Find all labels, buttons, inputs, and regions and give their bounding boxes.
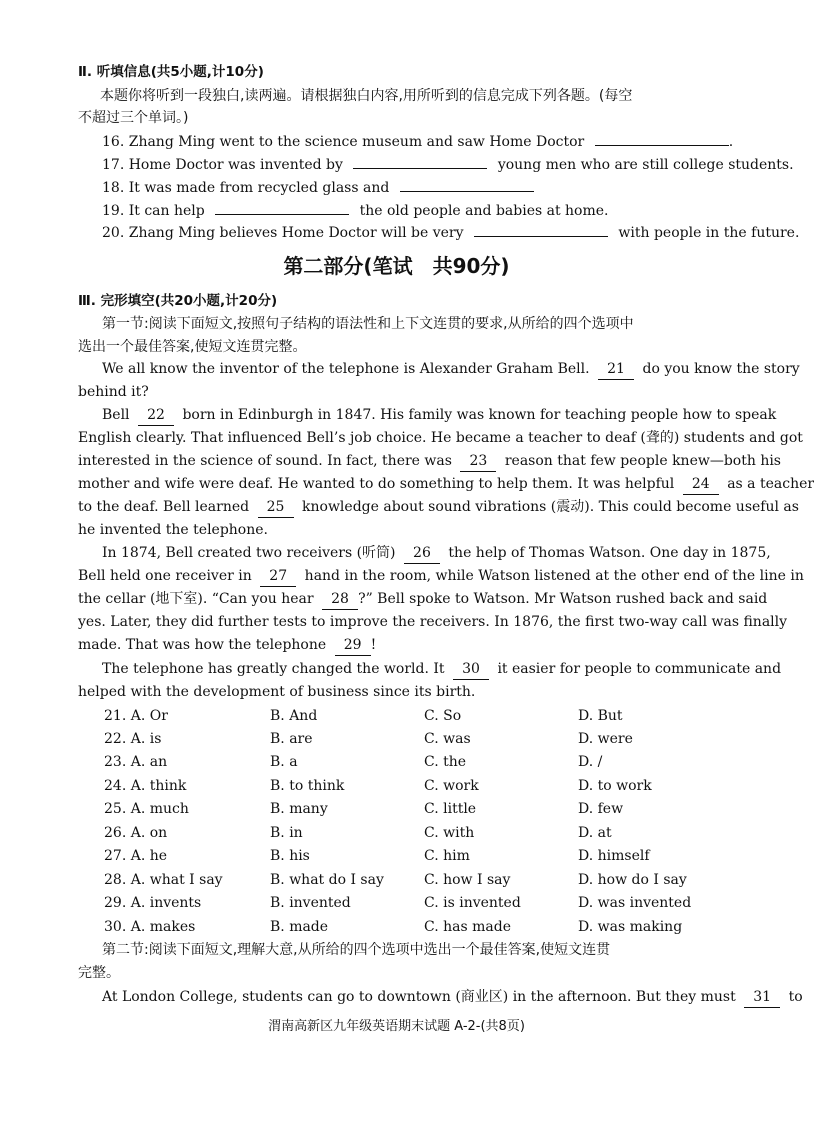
option-a: 30. A. makes <box>104 919 196 935</box>
blank-number: 24 <box>683 474 719 495</box>
option-c: C. little <box>424 801 477 817</box>
passage-text: to the deaf. Bell learned <box>78 499 250 515</box>
instruction-line: 第一节:阅读下面短文,按照句子结构的语法性和上下文连贯的要求,从所给的四个选项中 <box>102 316 634 332</box>
instruction-line: 第二节:阅读下面短文,理解大意,从所给的四个选项中选出一个最佳答案,使短文连贯 <box>102 942 611 958</box>
question-text: 19. It can help <box>102 203 205 219</box>
section-heading-listening: Ⅱ. 听填信息(共5小题,计10分) <box>78 64 264 80</box>
option-d: D. how do I say <box>578 872 687 888</box>
option-b: B. to think <box>270 778 345 794</box>
passage-line <box>78 474 814 495</box>
passage-line <box>78 635 376 656</box>
blank-number: 29 <box>335 635 371 656</box>
answer-blank <box>353 154 487 169</box>
instruction-line: 选出一个最佳答案,使短文连贯完整。 <box>78 339 307 355</box>
question-text: young men who are still college students. <box>497 157 794 173</box>
passage-text: Bell held one receiver in <box>78 568 252 584</box>
passage-line: yes. Later, they did further tests to improve the receivers. In 1876, the first two-way call was finally <box>78 614 788 630</box>
passage-text: the cellar (地下室). “Can you hear <box>78 591 314 607</box>
instruction-line: 本题你将听到一段独白,读两遍。请根据独白内容,用所听到的信息完成下列各题。(每空 <box>100 88 633 104</box>
question-19 <box>102 200 609 221</box>
passage-text: as a teacher <box>727 476 814 492</box>
blank-number: 25 <box>258 497 294 518</box>
option-a: 27. A. he <box>104 848 168 864</box>
option-d: D. himself <box>578 848 650 864</box>
option-c: C. is invented <box>424 895 521 911</box>
option-c: C. with <box>424 825 475 841</box>
passage-line: helped with the development of business since its birth. <box>78 684 476 700</box>
option-b: B. invented <box>270 895 351 911</box>
passage-line <box>102 405 776 426</box>
passage-line <box>78 451 781 472</box>
option-a: 22. A. is <box>104 731 162 747</box>
passage-text: interested in the science of sound. In fact, there was <box>78 453 452 469</box>
passage-text: Bell <box>102 407 130 423</box>
passage-text: the help of Thomas Watson. One day in 1875, <box>448 545 771 561</box>
section-heading-cloze: Ⅲ. 完形填空(共20小题,计20分) <box>78 293 278 309</box>
instruction-line: 不超过三个单词。) <box>78 110 189 126</box>
part-title: 第二部分(笔试 共90分) <box>283 254 510 278</box>
option-b: B. what do I say <box>270 872 384 888</box>
passage-text: knowledge about sound vibrations (震动). This could become useful as <box>302 499 799 515</box>
blank-number: 28 <box>322 589 358 610</box>
option-b: B. are <box>270 731 313 747</box>
passage-line <box>102 543 771 564</box>
passage-text: mother and wife were deaf. He wanted to do something to help them. It was helpful <box>78 476 675 492</box>
option-d: D. / <box>578 754 603 770</box>
answer-blank <box>595 131 729 146</box>
answer-blank <box>474 222 608 237</box>
instruction-line: 完整。 <box>78 965 120 981</box>
passage-line <box>102 987 803 1008</box>
blank-number: 23 <box>460 451 496 472</box>
option-d: D. But <box>578 708 623 724</box>
question-18 <box>102 177 534 198</box>
option-b: B. his <box>270 848 310 864</box>
question-text: 16. Zhang Ming went to the science museum and saw Home Doctor <box>102 134 585 150</box>
option-a: 25. A. much <box>104 801 189 817</box>
option-a: 29. A. invents <box>104 895 202 911</box>
passage-text: born in Edinburgh in 1847. His family was known for teaching people how to speak <box>182 407 777 423</box>
answer-blank <box>400 177 534 192</box>
passage-text: made. That was how the telephone <box>78 637 327 653</box>
passage-line <box>78 497 799 518</box>
option-a: 28. A. what I say <box>104 872 223 888</box>
option-b: B. And <box>270 708 318 724</box>
option-a: 23. A. an <box>104 754 168 770</box>
passage-line <box>78 589 767 610</box>
question-text: 20. Zhang Ming believes Home Doctor will be very <box>102 225 464 241</box>
passage-text: reason that few people knew—both his <box>504 453 781 469</box>
option-c: C. has made <box>424 919 511 935</box>
option-d: D. were <box>578 731 633 747</box>
option-c: C. So <box>424 708 462 724</box>
blank-number: 26 <box>404 543 440 564</box>
passage-text: At London College, students can go to downtown (商业区) in the afternoon. But they must <box>102 989 736 1005</box>
question-text: with people in the future. <box>618 225 800 241</box>
passage-line: English clearly. That influenced Bell’s job choice. He became a teacher to deaf (聋的) students and got <box>78 430 803 446</box>
passage-text: The telephone has greatly changed the world. It <box>102 661 445 677</box>
question-text: 18. It was made from recycled glass and <box>102 180 390 196</box>
option-c: C. the <box>424 754 467 770</box>
option-c: C. how I say <box>424 872 511 888</box>
passage-line <box>102 659 781 680</box>
page-footer: 渭南高新区九年级英语期末试题 A-2-(共8页) <box>268 1019 525 1034</box>
passage-text: hand in the room, while Watson listened at the other end of the line in <box>304 568 804 584</box>
option-c: C. was <box>424 731 471 747</box>
passage-text: ?” Bell spoke to Watson. Mr Watson rushed back and said <box>358 591 768 607</box>
passage-line <box>78 566 804 587</box>
blank-number: 22 <box>138 405 174 426</box>
option-d: D. was invented <box>578 895 692 911</box>
blank-number: 27 <box>260 566 296 587</box>
option-c: C. work <box>424 778 479 794</box>
passage-text: do you know the story <box>642 361 800 377</box>
passage-line <box>102 359 800 380</box>
option-d: D. few <box>578 801 624 817</box>
option-a: 21. A. Or <box>104 708 168 724</box>
question-text: 17. Home Doctor was invented by <box>102 157 343 173</box>
passage-text: to <box>788 989 803 1005</box>
option-b: B. made <box>270 919 329 935</box>
option-a: 26. A. on <box>104 825 168 841</box>
blank-number: 21 <box>598 359 634 380</box>
option-a: 24. A. think <box>104 778 187 794</box>
option-c: C. him <box>424 848 470 864</box>
question-text: the old people and babies at home. <box>359 203 609 219</box>
passage-text: ! <box>370 637 377 653</box>
answer-blank <box>215 200 349 215</box>
option-d: D. at <box>578 825 612 841</box>
passage-line: he invented the telephone. <box>78 522 268 538</box>
passage-text: We all know the inventor of the telephone is Alexander Graham Bell. <box>102 361 590 377</box>
option-b: B. in <box>270 825 303 841</box>
option-b: B. many <box>270 801 328 817</box>
question-16 <box>102 131 733 152</box>
blank-number: 31 <box>744 987 780 1008</box>
option-d: D. to work <box>578 778 652 794</box>
passage-text: In 1874, Bell created two receivers (听筒) <box>102 545 396 561</box>
passage-line: behind it? <box>78 384 149 400</box>
option-d: D. was making <box>578 919 683 935</box>
passage-text: it easier for people to communicate and <box>497 661 782 677</box>
punctuation: . <box>728 134 734 150</box>
blank-number: 30 <box>453 659 489 680</box>
option-b: B. a <box>270 754 298 770</box>
question-20 <box>102 222 799 243</box>
question-17 <box>102 154 794 175</box>
